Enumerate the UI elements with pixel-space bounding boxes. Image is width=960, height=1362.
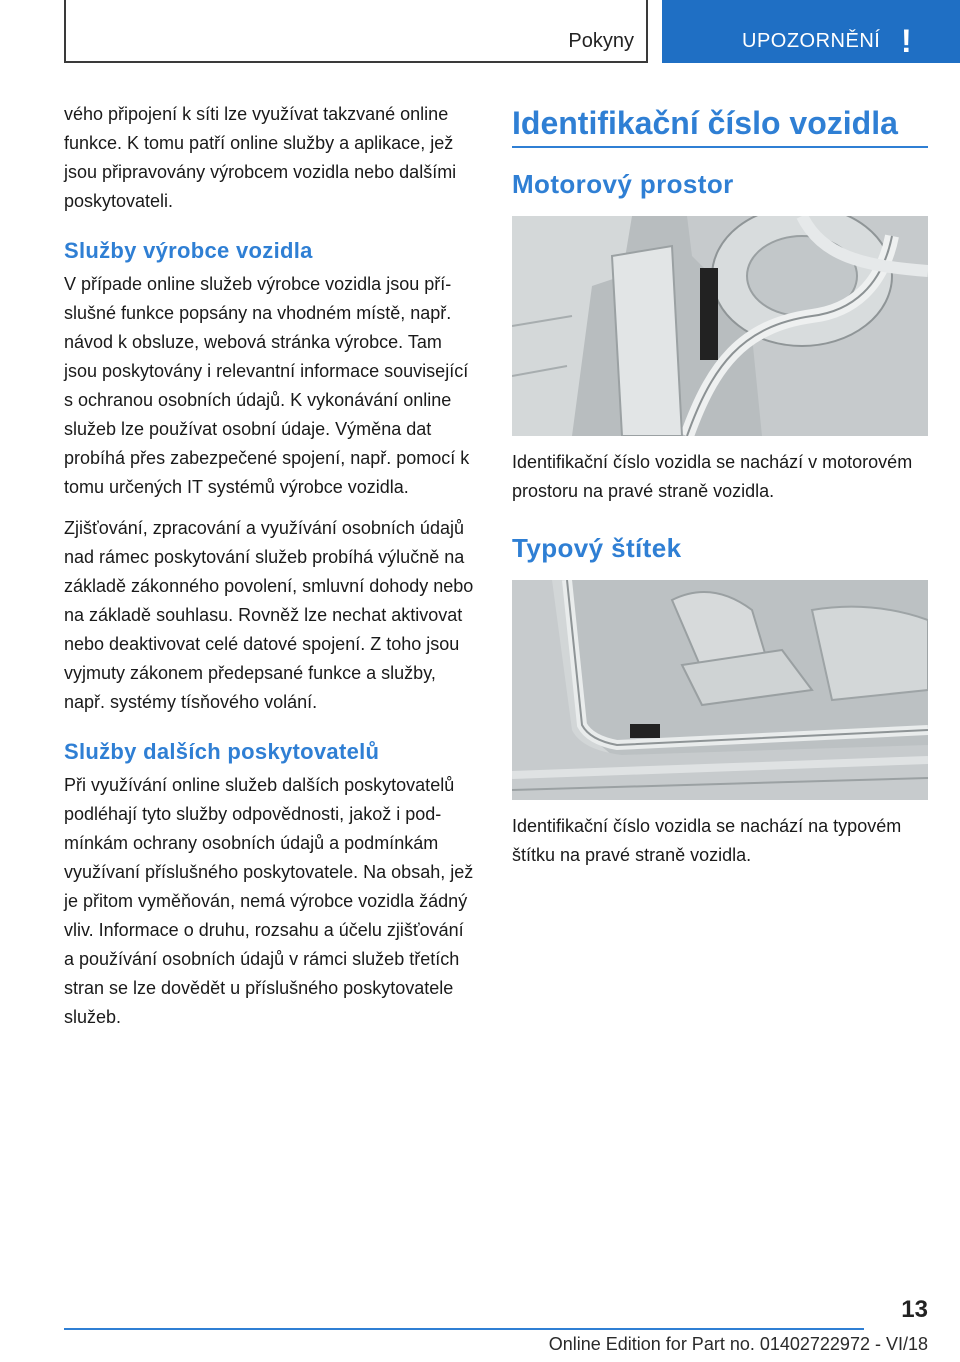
title-divider xyxy=(512,146,928,148)
heading-type-plate: Typový štítek xyxy=(512,533,682,563)
manufacturer-paragraph-1: V případe online služeb výrobce vozidla jsou příslušné funkce popsány na vhodném místě, např. návod k obsluze, webová stránka výrobce. Tam jsou poskytovány i relevantní informace související s ochranou osobních údajů. K vykonávání online služeb lze používat osobní údaje. Výměna dat probíhá přes zabezpečené spojení, např. pomocí k tomu určených IT systémů výrobce vozidla. xyxy=(64,274,470,497)
left-column xyxy=(64,100,478,1044)
exclamation-icon: ! xyxy=(901,23,912,59)
footer-edition: Online Edition for Part no. 01402722972 - VI/18 xyxy=(548,1334,928,1354)
header-breadcrumb: Pokyny xyxy=(568,30,634,52)
right-column xyxy=(512,100,928,894)
heading-manufacturer-services: Služby výrobce vozidla xyxy=(64,238,313,263)
header-section-title: UPOZORNĚNÍ xyxy=(742,30,881,52)
third-party-paragraph: Při využívání online služeb dalších poskytovatelů podléhají tyto služby odpovědnosti, jakož i podmínkám ochrany osobních údajů a podmínkám využívaní příslušného poskytovatele. Na obsah, jež je přitom vyměňován, nemá výrobce vozidla žádný vliv. Informace o druhu, rozsahu a účelu zjišťování a používání osobních údajů v rámci služeb třetích stran se lze dovědět u příslušného poskytovatele služeb. xyxy=(64,775,474,1027)
heading-third-party-services: Služby dalších poskytovatelů xyxy=(64,739,380,764)
page-number: 13 xyxy=(901,1296,928,1323)
heading-engine-compartment: Motorový prostor xyxy=(512,169,734,199)
header-left-box xyxy=(64,0,648,63)
footer-divider xyxy=(64,1328,864,1330)
header-section-bar xyxy=(662,0,960,63)
manufacturer-paragraph-2: Zjišťování, zpracování a využívání osobních údajů nad rámec poskytování služeb probíhá výlučně na základě zákonného povolení, smluvní dohody nebo na základě souhlasu. Rovněž lze nechat aktivovat nebo deaktivovat celé datové spojení. Z toho jsou vyjmuty zákonem předepsané funkce a služby, např. systémy tísňového volání. xyxy=(64,518,474,712)
type-plate-caption: Identifikační číslo vozidla se nachází na typovém štítku na pravé straně vozidla. xyxy=(512,816,902,865)
type-plate-illustration xyxy=(512,580,928,800)
engine-compartment-caption: Identifikační číslo vozidla se nachází v motorovém prostoru na pravé straně vozidla. xyxy=(512,452,913,501)
page-title: Identifikační číslo vozidla xyxy=(512,105,898,141)
intro-paragraph: vého připojení k síti lze využívat takzvané online funkce. K tomu patří online služby a aplikace, jež jsou připravovány výrobcem vozidla nebo dalšími poskytovateli. xyxy=(64,104,457,211)
engine-compartment-illustration xyxy=(512,216,928,436)
